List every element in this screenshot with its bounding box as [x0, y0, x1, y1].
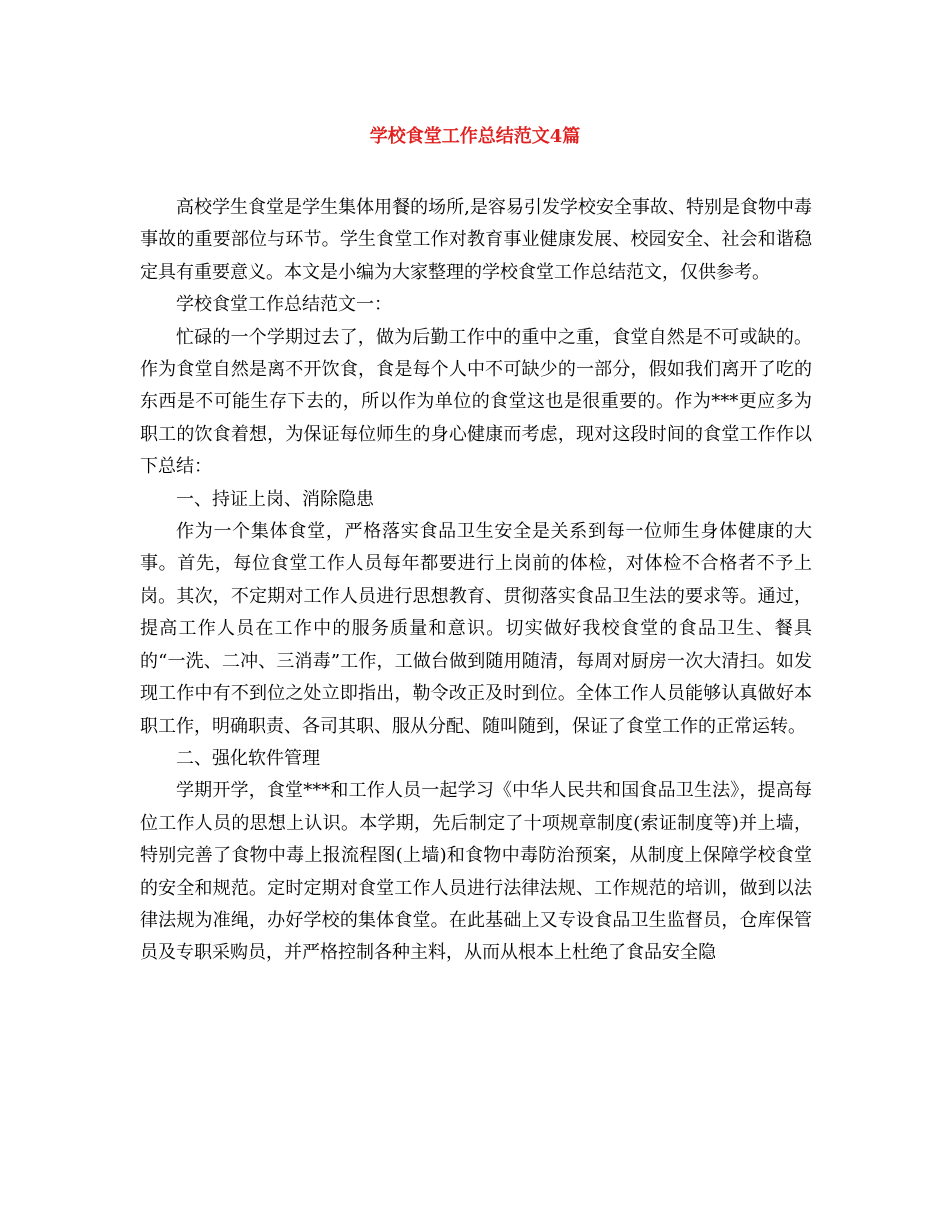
- paragraph-heading-2: 二、强化软件管理: [176, 747, 320, 769]
- paragraph-section-heading: 学校食堂工作总结范文一：: [176, 294, 392, 316]
- paragraph-intro: 高校学生食堂是学生集体用餐的场所,是容易引发学校安全事故、特别是食物中毒事故的重要部位与环节。学生食堂工作对教育事业健康发展、校园安全、社会和谐稳定具有重要意义。本文是小编为大家整理的学校食堂工作总结范文，仅供参考。: [140, 197, 812, 283]
- paragraph-heading-1: 一、持证上岗、消除隐患: [176, 488, 374, 510]
- paragraph-summary: 忙碌的一个学期过去了，做为后勤工作中的重中之重，食堂自然是不可或缺的。作为食堂自然是离不开饮食，食是每个人中不可缺少的一部分，假如我们离开了吃的东西是不可能生存下去的，所以作为单位的食堂这也是很重要的。作为***更应多为职工的饮食着想，为保证每位师生的身心健康而考虑，现对这段时间的食堂工作作以下总结：: [140, 326, 812, 478]
- paragraph-body-2: 学期开学，食堂***和工作人员一起学习《中华人民共和国食品卫生法》，提高每位工作人员的思想上认识。本学期，先后制定了十项规章制度(索证制度等)并上墙，特别完善了食物中毒上报流程图(上墙)和食物中毒防治预案，从制度上保障学校食堂的安全和规范。定时定期对食堂工作人员进行法律法规、工作规范的培训，做到以法律法规为准绳，办好学校的集体食堂。在此基础上又专设食品卫生监督员，仓库保管员及专职采购员，并严格控制各种主料，从而从根本上杜绝了食品安全隐: [140, 780, 812, 964]
- paragraph-body-1: 作为一个集体食堂，严格落实食品卫生安全是关系到每一位师生身体健康的大事。首先，每位食堂工作人员每年都要进行上岗前的体检，对体检不合格者不予上岗。其次，不定期对工作人员进行思想教育、贯彻落实食品卫生法的要求等。通过，提高工作人员在工作中的服务质量和意识。切实做好我校食堂的食品卫生、餐具的“一洗、二冲、三消毒”工作，工做台做到随用随清，每周对厨房一次大清扫。如发现工作中有不到位之处立即指出，勒令改正及时到位。全体工作人员能够认真做好本职工作，明确职责、各司其职、服从分配、随叫随到，保证了食堂工作的正常运转。: [140, 521, 812, 737]
- document-title: 学校食堂工作总结范文4篇: [369, 126, 581, 147]
- document-body: [140, 192, 812, 970]
